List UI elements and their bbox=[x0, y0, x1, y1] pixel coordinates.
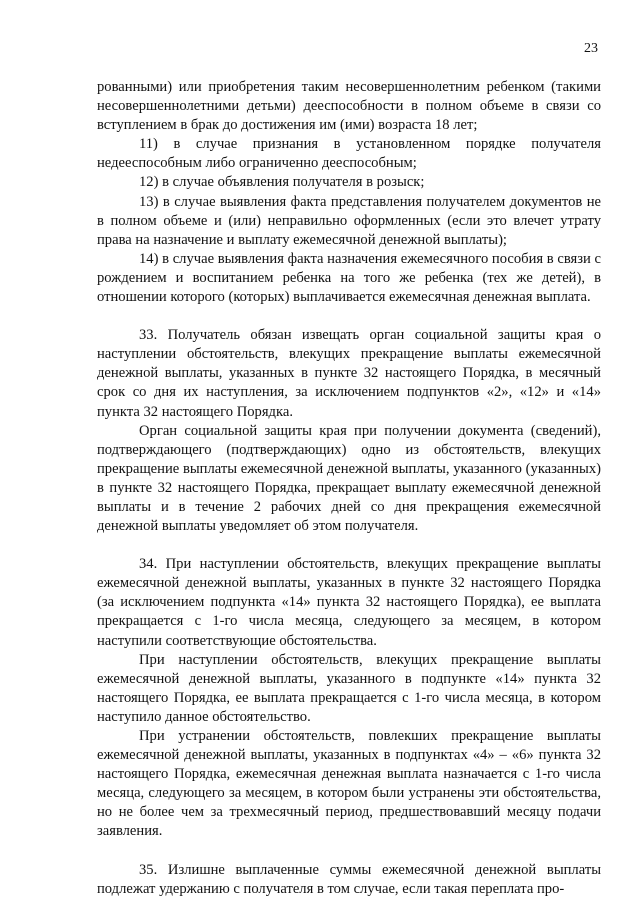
paragraph-item-14: 14) в случае выявления факта назначения ежемесячного пособия в связи с рождением и воспитанием ребенка на того же ребенка (тех же детей), в отношении которого (которых) выплачивается ежемесячная денежная выплата. bbox=[97, 250, 601, 306]
paragraph-item-12: 12) в случае объявления получателя в розыск; bbox=[139, 174, 425, 191]
paragraph-section-35: 35. Излишне выплаченные суммы ежемесячной денежной выплаты подлежат удержанию с получателя в том случае, если такая переплата про- bbox=[97, 861, 601, 897]
body-text bbox=[97, 78, 601, 899]
paragraph-section-34-restoration: При устранении обстоятельств, повлекших прекращение выплаты ежемесячной денежной выплаты, указанных в подпунктах «4» – «6» пункта 32 настоящего Порядка, ежемесячная денежная выплата назначается с 1-го числа месяца, следующего за месяцем, в котором были устранены эти обстоятельства, но не более чем за трехмесячный период, предшествовавший месяцу подачи заявления. bbox=[97, 728, 601, 840]
paragraph-continuation: рованными) или приобретения таким несовершеннолетним ребенком (такими несовершеннолетними детьми) дееспособности в полном объеме в связи со вступлением в брак до достижения им (ими) возраста 18 лет; bbox=[97, 79, 601, 134]
paragraph-section-34: 34. При наступлении обстоятельств, влекущих прекращение выплаты ежемесячной денежной выплаты, указанных в пункте 32 настоящего Порядка (за исключением подпункта «14» пункта 32 настоящего Порядка), ее выплата прекращается с 1-го числа месяца, следующего за месяцем, в котором наступили соответствующие обстоятельства. bbox=[97, 556, 601, 649]
paragraph-section-33: 33. Получатель обязан извещать орган социальной защиты края о наступлении обстоятельств, влекущих прекращение выплаты ежемесячной денежной выплаты, указанных в пункте 32 настоящего Порядка, в месячный срок со дня их наступления, за исключением подпунктов «2», «12» и «14» пункта 32 настоящего Порядка. bbox=[97, 327, 601, 420]
page-number: 23 bbox=[584, 41, 598, 56]
paragraph-item-13: 13) в случае выявления факта представления получателем документов не в полном объеме и (или) неправильно оформленных (если это влечет утрату права на назначение и выплату ежемесячной денежной выплаты); bbox=[97, 193, 601, 248]
paragraph-section-33-authority: Орган социальной защиты края при получении документа (сведений), подтверждающего (подтверждающих) одно из обстоятельств, влекущих прекращение выплаты ежемесячной денежной выплаты, указанного (указанных) в пункте 32 настоящего Порядка, прекращает выплату ежемесячной денежной выплаты и в течение 2 рабочих дней со дня прекращения ежемесячной денежной выплаты уведомляет об этом получателя. bbox=[97, 422, 601, 535]
paragraph-item-11: 11) в случае признания в установленном порядке получателя недееспособным либо ограниченно дееспособным; bbox=[97, 136, 601, 172]
paragraph-section-34-subitem-14: При наступлении обстоятельств, влекущих прекращение выплаты ежемесячной денежной выплаты, указанного в подпункте «14» пункта 32 настоящего Порядка, ее выплата прекращается с 1-го числа месяца, в котором наступило данное обстоятельство. bbox=[97, 651, 601, 725]
